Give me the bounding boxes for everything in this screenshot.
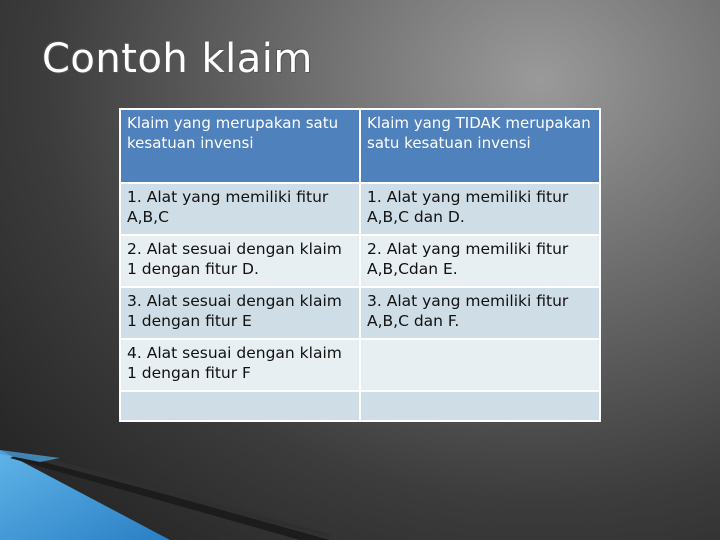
table-row [120,339,600,391]
table-cell: 1. Alat yang memiliki fitur A,B,C [120,183,360,235]
table-cell: 3. Alat sesuai dengan klaim 1 dengan fitur E [120,287,360,339]
table-header-row [120,109,600,183]
header-cell-unity: Klaim yang merupakan satu kesatuan invensi [120,109,360,183]
table-cell: 4. Alat sesuai dengan klaim 1 dengan fitur F [120,339,360,391]
table-cell: 3. Alat yang memiliki fitur A,B,C dan F. [360,287,600,339]
header-cell-no-unity: Klaim yang TIDAK merupakan satu kesatuan invensi [360,109,600,183]
table-cell: 1. Alat yang memiliki fitur A,B,C dan D. [360,183,600,235]
table-row [120,287,600,339]
slide-title: Contoh klaim [42,36,313,82]
decorative-stripes [0,450,330,540]
table-cell: 2. Alat yang memiliki fitur A,B,Cdan E. [360,235,600,287]
table-cell: 2. Alat sesuai dengan klaim 1 dengan fitur D. [120,235,360,287]
table-cell [360,339,600,391]
table-row [120,183,600,235]
stripe-graphic [0,450,330,540]
claims-table [119,108,601,422]
table-cell [360,391,600,421]
table-row [120,391,600,421]
table-row [120,235,600,287]
table-cell [120,391,360,421]
